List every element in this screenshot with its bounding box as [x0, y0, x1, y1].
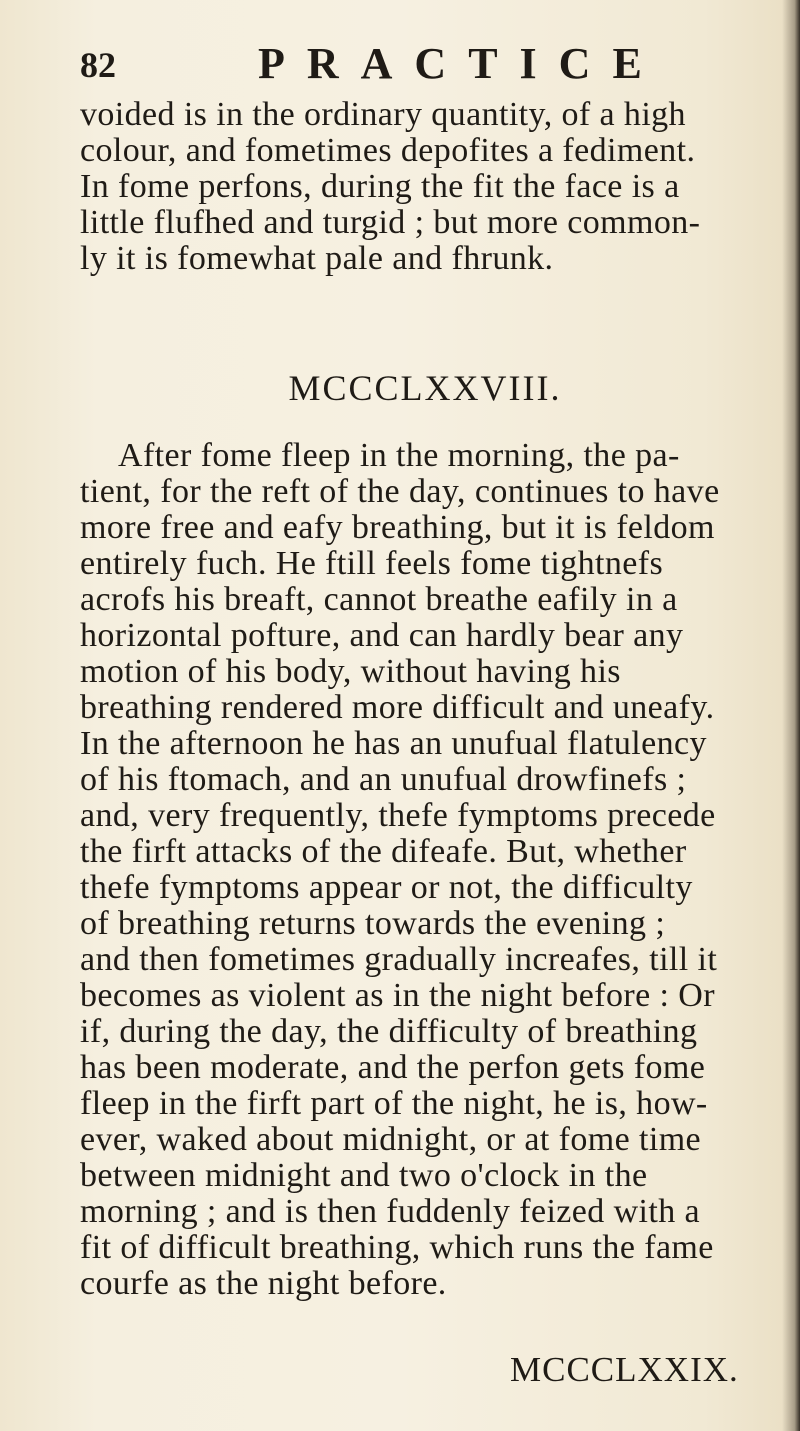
- spine-shadow: [782, 0, 800, 1431]
- text-line: motion of his body, without having his: [80, 654, 621, 690]
- text-line: more free and eafy breathing, but it is feldom: [80, 510, 715, 546]
- page-number: 82: [80, 45, 116, 85]
- text-line: courfe as the night before.: [80, 1266, 447, 1302]
- catchword: MCCCLXXIX.: [510, 1350, 739, 1389]
- section-heading: MCCCLXXVIII.: [288, 368, 562, 408]
- text-line: acrofs his breaft, cannot breathe eafily in a: [80, 582, 678, 618]
- text-line: tient, for the reft of the day, continues to have: [80, 474, 720, 510]
- page-header: [80, 36, 760, 92]
- text-line: if, during the day, the difficulty of breathing: [80, 1014, 698, 1050]
- running-head: PRACTICE: [258, 39, 664, 88]
- text-line: of his ftomach, and an unufual drowfinefs ;: [80, 762, 687, 798]
- text-line: voided is in the ordinary quantity, of a high: [80, 97, 686, 133]
- text-line: the firft attacks of the difeafe. But, whether: [80, 834, 687, 870]
- text-line: has been moderate, and the perfon gets fome: [80, 1050, 706, 1086]
- text-line: thefe fymptoms appear or not, the difficulty: [80, 870, 693, 906]
- text-line: ever, waked about midnight, or at fome time: [80, 1122, 702, 1158]
- text-line: and then fometimes gradually increafes, till it: [80, 942, 718, 978]
- text-line: between midnight and two o'clock in the: [80, 1158, 648, 1194]
- text-line: and, very frequently, thefe fymptoms precede: [80, 798, 716, 834]
- text-line: In the afternoon he has an unufual flatulency: [80, 726, 707, 762]
- paragraph-main: [80, 438, 770, 1302]
- text-line: becomes as violent as in the night before : Or: [80, 978, 715, 1014]
- paragraph-continued: [80, 97, 770, 277]
- text-line: morning ; and is then fuddenly feized with a: [80, 1194, 701, 1230]
- text-line: After fome fleep in the morning, the pa-: [118, 438, 680, 474]
- text-line: of breathing returns towards the evening ;: [80, 906, 666, 942]
- text-line: In fome perfons, during the fit the face is a: [80, 169, 680, 205]
- text-line: fit of difficult breathing, which runs the fame: [80, 1230, 714, 1266]
- text-line: entirely fuch. He ftill feels fome tightnefs: [80, 546, 664, 582]
- text-line: colour, and fometimes depofites a fediment.: [80, 133, 696, 169]
- text-line: fleep in the firft part of the night, he is, how-: [80, 1086, 708, 1122]
- text-line: breathing rendered more difficult and uneafy.: [80, 690, 715, 726]
- text-line: ly it is fomewhat pale and fhrunk.: [80, 241, 554, 277]
- text-line: horizontal pofture, and can hardly bear any: [80, 618, 684, 654]
- text-line: little flufhed and turgid ; but more common-: [80, 205, 701, 241]
